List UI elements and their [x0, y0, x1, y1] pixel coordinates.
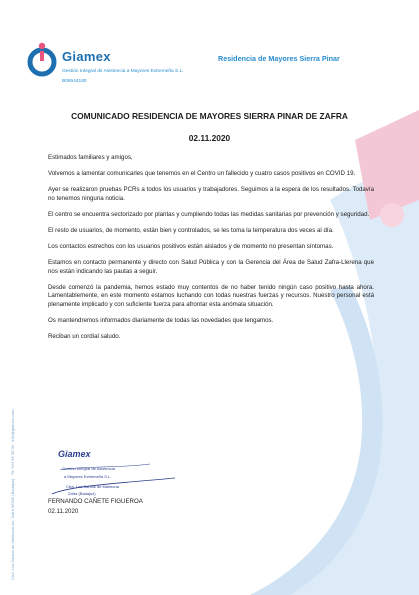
company-code: B06544180 [62, 79, 87, 84]
residence-name: Residencia de Mayores Sierra Pinar [218, 54, 340, 63]
paragraph: Los contactos estrechos con los usuarios positivos están aislados y de momento no presentan síntomas. [48, 243, 334, 251]
company-subtitle: Gestión Integral de Asistencia a Mayores Extremeña S.L. [62, 69, 184, 74]
paragraph: Estimados familiares y amigos, [48, 154, 133, 161]
paragraph: Volvemos a lamentar comunicarles que tenemos en el Centro un fallecido y cuatro casos positivos en COVID 19. [48, 170, 356, 178]
paragraph: El resto de usuarios, de momento, están bien y controlados, se les toma la temperatura dos veces al día. [48, 226, 334, 234]
paragraph: Estamos en contacto permanente y directo con Salud Pública y con la Gerencia del Área de Salud Zafra-Llerena que nos están indicando las pautas a seguir. [48, 259, 374, 275]
document-date: 02.11.2020 [188, 133, 231, 143]
paragraph: El centro se encuentra sectorizado por plantas y cumpliendo todas las medidas sanitarias por prevención y seguridad. [48, 210, 370, 218]
stamp-line: Ctra. Los Santos de Maimona [66, 484, 119, 489]
document-body [48, 154, 374, 349]
sidebar-address-text: Ctra. Los Santos de Maimona s/n, Zafra 06300 (Badajoz) · Tlf: 924 55 30 00 · info@giamex.com [10, 409, 15, 580]
document-title: COMUNICADO RESIDENCIA DE MAYORES SIERRA PINAR DE ZAFRA [71, 111, 348, 121]
paragraph: Ayer se realizaron pruebas PCRs a todos los usuarios y trabajadores. Seguimos a la espera de los resultados. Todavía no tenemos ninguna noticia. [48, 186, 374, 202]
paragraph: Desde comenzó la pandemia, hemos estado muy contentos de no haber tenido ningún caso positivo hasta ahora. Lamentablemente, en este momento estamos luchando con todas nuestras fuerzas y recursos. Nuestro personal está plenamente implicado y con suficiente fuerza para afrontar esta anómala situación. [48, 283, 374, 309]
giamex-logo-icon [26, 38, 62, 78]
stamp-logo: Giamex [58, 449, 91, 459]
signature-date: 02.11.2020 [48, 508, 79, 515]
stamp-line: Zafra (Badajoz) [68, 491, 96, 496]
brand-name: Giamex [62, 49, 111, 64]
signature-name: FERNANDO CAÑETE FIGUEROA [48, 498, 143, 505]
stamp-line: Gestión Integral de Asistencia [62, 466, 115, 471]
paragraph: Os mantendremos informados diariamente de todas las novedades que tengamos. [48, 317, 274, 325]
paragraph: Reciban un cordial saludo. [48, 333, 121, 341]
stamp-line: a Mayores Extremeña S.L. [64, 474, 112, 479]
